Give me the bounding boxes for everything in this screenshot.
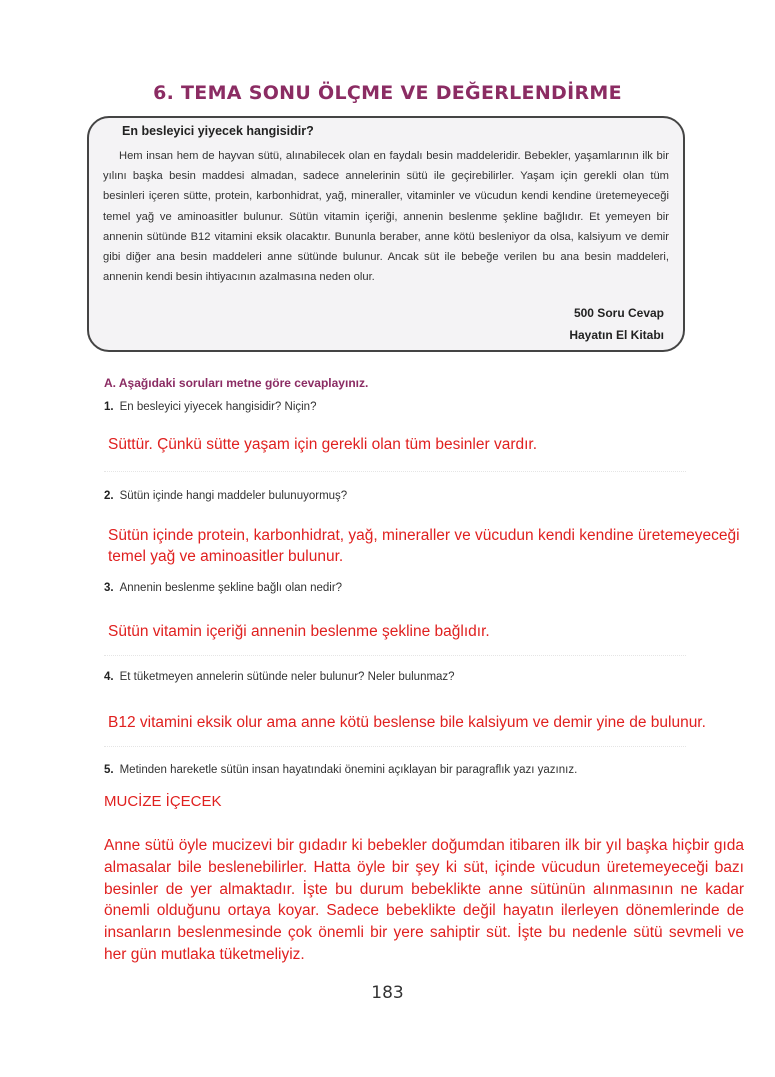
question-number: 2. bbox=[104, 490, 114, 502]
passage-heading: En besleyici yiyecek hangisidir? bbox=[122, 124, 314, 138]
answer-line bbox=[104, 655, 686, 656]
answer-3: Sütün vitamin içeriği annenin beslenme şekline bağlıdır. bbox=[108, 623, 490, 640]
question-text: En besleyici yiyecek hangisidir? Niçin? bbox=[119, 401, 317, 413]
passage-source-line-2: Hayatın El Kitabı bbox=[569, 328, 664, 342]
question-number: 1. bbox=[104, 401, 114, 413]
question-4 bbox=[104, 671, 455, 683]
passage-source-line-1: 500 Soru Cevap bbox=[573, 306, 664, 320]
question-number: 5. bbox=[104, 764, 114, 776]
answer-4: B12 vitamini eksik olur ama anne kötü beslense bile kalsiyum ve demir yine de bulunur. bbox=[108, 714, 706, 731]
question-1 bbox=[104, 401, 316, 413]
question-number: 4. bbox=[104, 671, 114, 683]
answer-line bbox=[104, 746, 686, 747]
question-5 bbox=[104, 764, 577, 776]
question-text: Sütün içinde hangi maddeler bulunuyormuş? bbox=[119, 490, 348, 502]
passage-body: Hem insan hem de hayvan sütü, alınabilecek olan en faydalı besin maddeleridir. Bebekler, yaşamlarının ilk bir yılını başka besin maddesi almadan, sadece annelerinin sütü ile geçirebilirler. Yaşam için gerekli olan tüm besinleri içeren sütte, protein, karbonhidrat, yağ, mineraller, vitaminler ve vücudun kendi kendine üretemeyeceği temel yağ ve aminoasitler bulunur. Sütün vitamin içeriği, annenin beslenme şekline bağlıdır. Et yemeyen bir annenin sütünde B12 vitamini eksik olacaktır. Bununla beraber, anne kötü besleniyor da olsa, kalsiyum ve demir gibi diğer ana besin maddeleri anne sütünde bulunur. Ancak süt ile bebeğe verilen bu ana besin maddeleri, annenin kendi besin ihtiyacının azalmasına neden olur. bbox=[103, 150, 669, 284]
question-number: 3. bbox=[104, 582, 114, 594]
answer-line bbox=[104, 471, 686, 472]
essay-title: MUCİZE İÇECEK bbox=[104, 793, 222, 810]
section-a-instruction: A. Aşağıdaki soruları metne göre cevaplayınız. bbox=[104, 376, 369, 390]
answer-1: Süttür. Çünkü sütte yaşam için gerekli olan tüm besinler vardır. bbox=[108, 436, 538, 453]
answer-2: Sütün içinde protein, karbonhidrat, yağ, mineraller ve vücudun kendi kendine üretemeyeceği temel yağ ve aminoasitler bulunur. bbox=[108, 527, 740, 565]
question-2 bbox=[104, 490, 347, 502]
essay-body: Anne sütü öyle mucizevi bir gıdadır ki bebekler doğumdan itibaren ilk bir yıl başka hiçbir gıda almasalar bile beslenebilirler. Hatta öyle bir şey ki süt, içinde vücudun üretemeyeceği bazı besinler de yer almaktadır. İşte bu durum bebeklikte anne sütünün alınmasının ne kadar önemli olduğunu ortaya koyar. Sadece bebeklikte değil hayatın ilerleyen dönemlerinde de insanların beslenmesinde çok önemli bir yere sahiptir süt. İşte bu nedenle sütü sevmeli ve her gün mutlaka tüketmeliyiz. bbox=[104, 837, 744, 963]
question-text: Metinden hareketle sütün insan hayatındaki önemini açıklayan bir paragraflık yazı yazınız. bbox=[119, 764, 578, 776]
question-text: Et tüketmeyen annelerin sütünde neler bulunur? Neler bulunmaz? bbox=[119, 671, 455, 683]
page-number: 183 bbox=[371, 983, 404, 1003]
page-title: 6. TEMA SONU ÖLÇME VE DEĞERLENDİRME bbox=[153, 82, 622, 104]
question-text: Annenin beslenme şekline bağlı olan nedir? bbox=[119, 582, 343, 594]
question-3 bbox=[104, 582, 342, 594]
